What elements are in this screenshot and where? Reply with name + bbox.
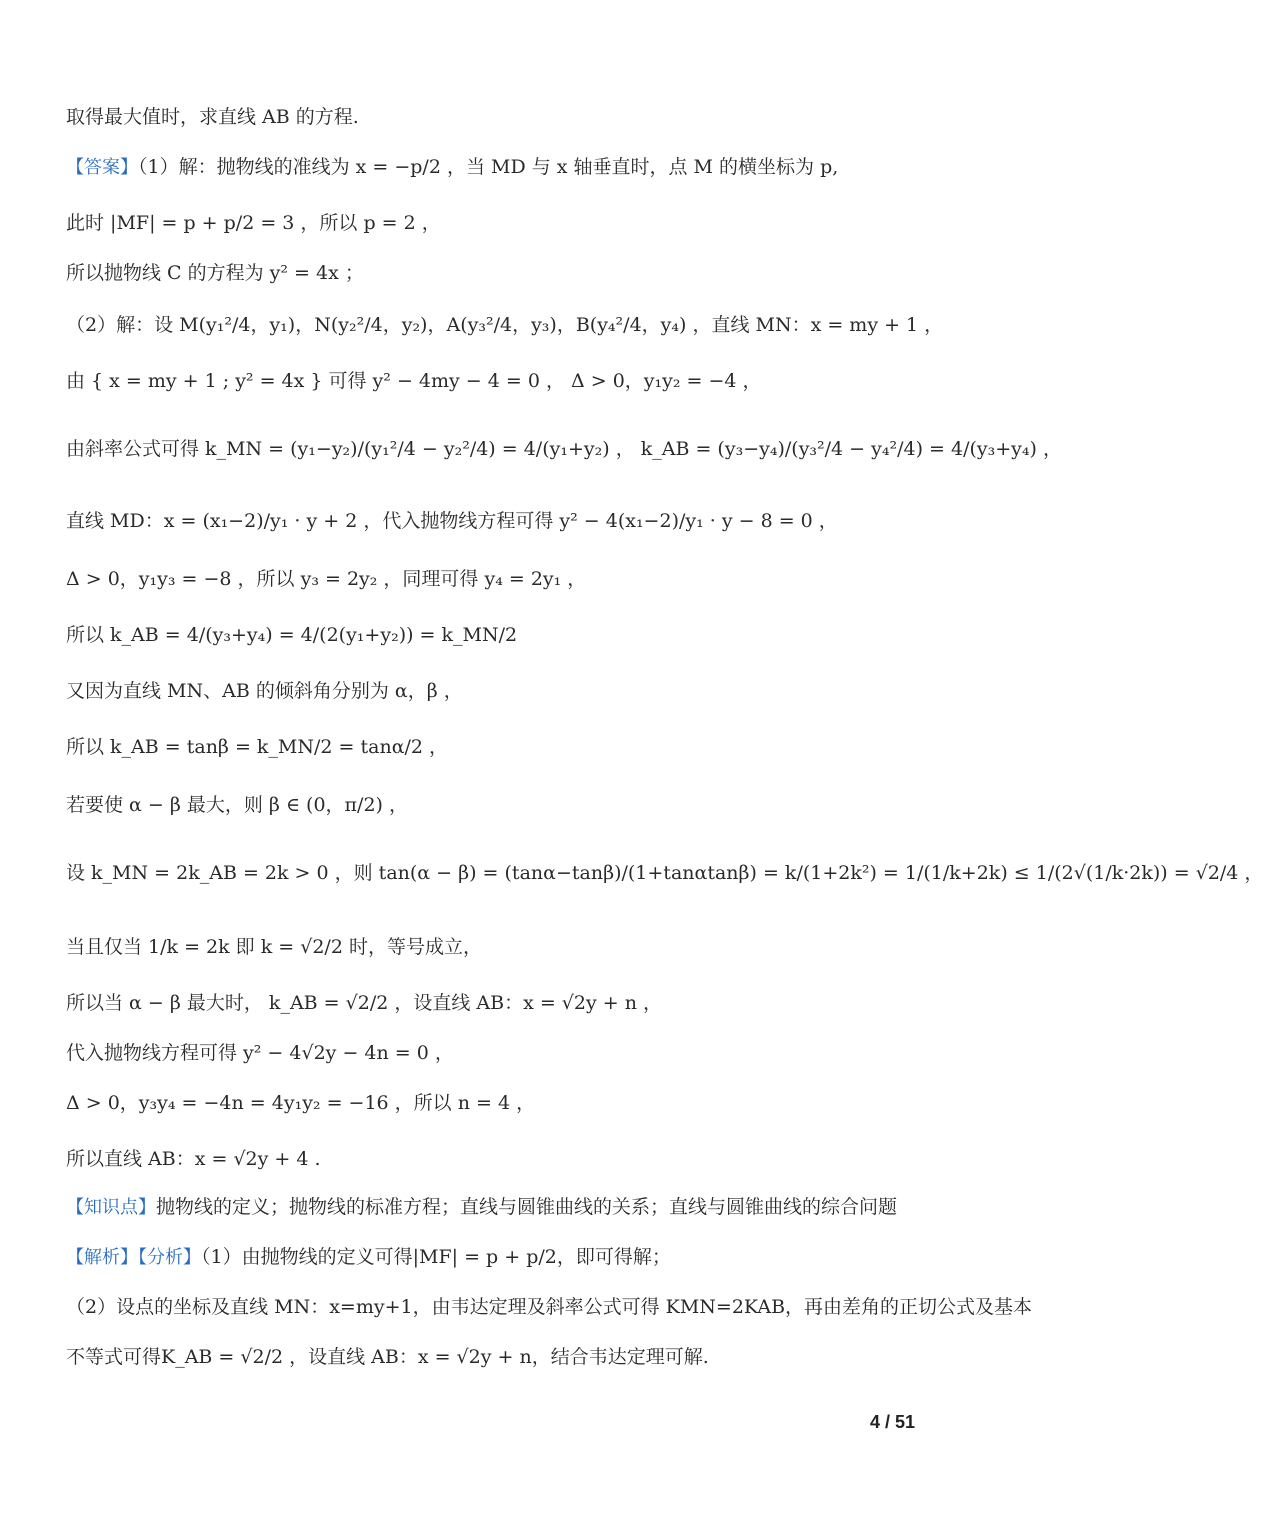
text-line-6: 由 { x = my + 1 ; y² = 4x } 可得 y² − 4my − 4 = 0 ， Δ > 0，y₁y₂ = −4 ，: [66, 370, 762, 392]
text-line-10: 所以 k_AB = 4/(y₃+y₄) = 4/(2(y₁+y₂)) = k_MN/2: [66, 624, 518, 646]
text-line-13: 若要使 α − β 最大，则 β ∈ (0，π/2) ，: [66, 794, 408, 816]
text-line-19: 所以直线 AB：x = √2y + 4 .: [66, 1148, 321, 1170]
analysis-subtag: 【分析】: [138, 1247, 201, 1268]
analysis-tag: 【解析】: [66, 1247, 138, 1268]
knowledge-tag: 【知识点】: [66, 1197, 156, 1218]
answer-line: 【答案】（1）解：抛物线的准线为 x = −p/2 ，当 MD 与 x 轴垂直时，点 M 的横坐标为 p,: [66, 156, 839, 178]
text-line-18: Δ > 0，y₃y₄ = −4n = 4y₁y₂ = −16 ，所以 n = 4 ，: [66, 1092, 536, 1114]
text-line-12: 所以 k_AB = tanβ = k_MN/2 = tanα/2 ，: [66, 736, 449, 758]
text-line-5: （2）解：设 M(y₁²/4，y₁)，N(y₂²/4，y₂)，A(y₃²/4，y₃)，B(y₄²/4，y₄) ，直线 MN：x = my + 1 ，: [66, 314, 944, 336]
text-line-23: 不等式可得K_AB = √2/2 ，设直线 AB：x = √2y + n，结合韦达定理可解.: [66, 1346, 709, 1368]
text-line-7: 由斜率公式可得 k_MN = (y₁−y₂)/(y₁²/4 − y₂²/4) = 4/(y₁+y₂) ， k_AB = (y₃−y₄)/(y₃²/4 − y₄²/4) = 4/(y₃+y₄) ，: [66, 438, 1062, 460]
text-line-9: Δ > 0，y₁y₃ = −8 ，所以 y₃ = 2y₂ ，同理可得 y₄ = 2y₁ ，: [66, 568, 587, 590]
text-line-3: 此时 |MF| = p + p/2 = 3 ，所以 p = 2 ，: [66, 212, 441, 234]
knowledge-line: 【知识点】抛物线的定义；抛物线的标准方程；直线与圆锥曲线的关系；直线与圆锥曲线的综合问题: [66, 1196, 898, 1218]
text-line-15: 当且仅当 1/k = 2k 即 k = √2/2 时，等号成立，: [66, 936, 482, 958]
text-line-1: 取得最大值时，求直线 AB 的方程.: [66, 106, 359, 128]
answer-tag: 【答案】: [66, 157, 138, 178]
text-line-4: 所以抛物线 C 的方程为 y² = 4x ；: [66, 262, 364, 284]
text-line-8: 直线 MD：x = (x₁−2)/y₁ · y + 2 ，代入抛物线方程可得 y² − 4(x₁−2)/y₁ · y − 8 = 0 ，: [66, 510, 838, 532]
page-number: 4 / 51: [870, 1412, 916, 1432]
text-line-16: 所以当 α − β 最大时， k_AB = √2/2 ，设直线 AB：x = √2y + n ，: [66, 992, 662, 1014]
text-line-17: 代入抛物线方程可得 y² − 4√2y − 4n = 0 ，: [66, 1042, 454, 1064]
text-line-11: 又因为直线 MN、AB 的倾斜角分别为 α，β ，: [66, 680, 463, 702]
analysis-line: 【解析】【分析】（1）由抛物线的定义可得|MF| = p + p/2，即可得解；: [66, 1246, 671, 1268]
text-line-22: （2）设点的坐标及直线 MN：x=my+1，由韦达定理及斜率公式可得 KMN=2KAB，再由差角的正切公式及基本: [66, 1296, 1033, 1318]
text-line-14: 设 k_MN = 2k_AB = 2k > 0 ，则 tan(α − β) = (tanα−tanβ)/(1+tanαtanβ) = k/(1+2k²) = 1/(1/k+2k) ≤ 1/(2√(1/k·2k)) = √2/4 ，: [66, 862, 1263, 884]
